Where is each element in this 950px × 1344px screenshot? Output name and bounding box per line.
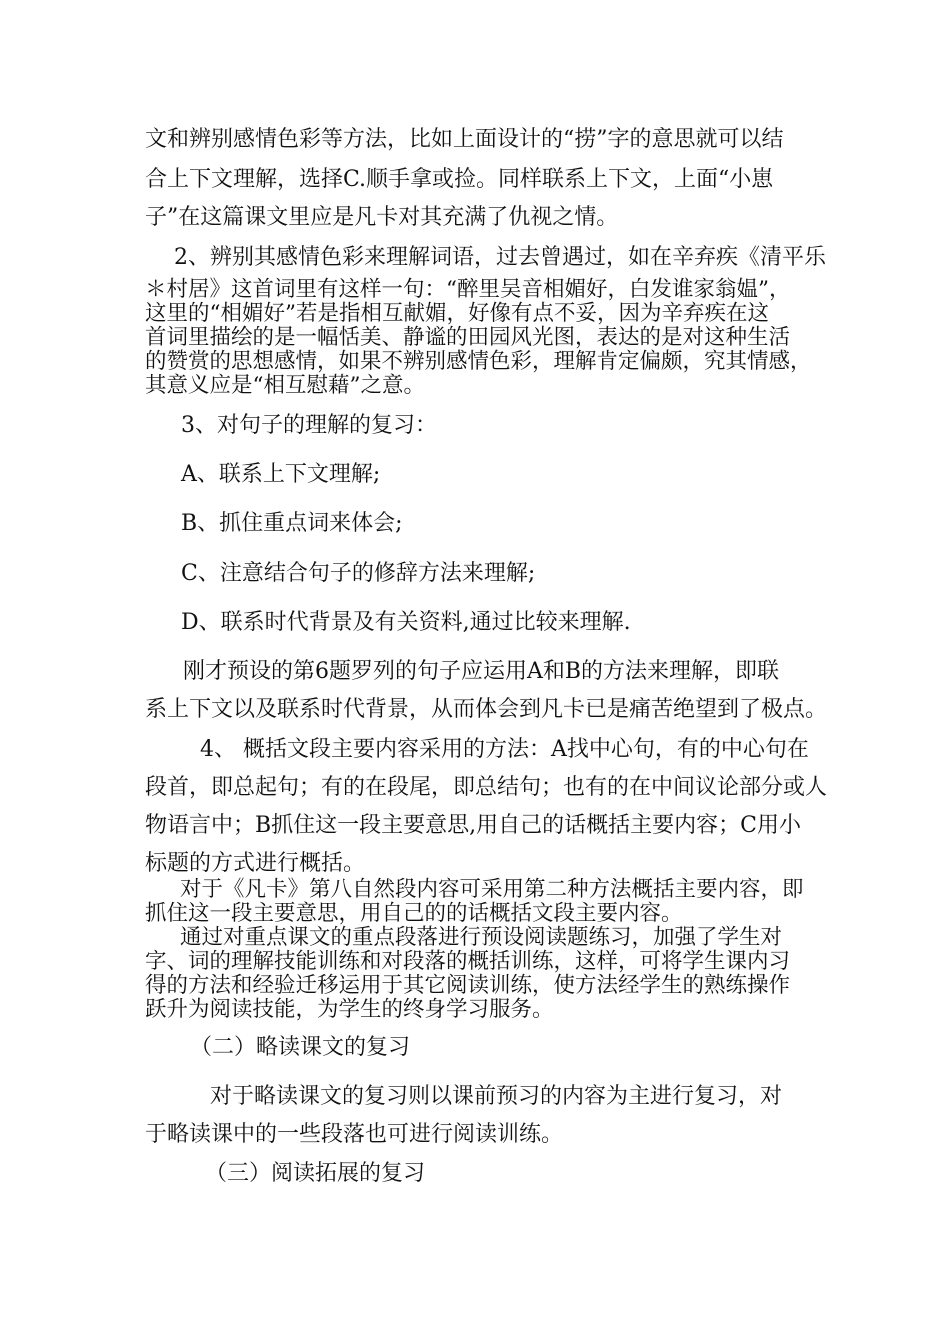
text-line: 通过对重点课文的重点段落进行预设阅读题练习，加强了学生对 <box>180 925 783 950</box>
text-line: C、注意结合句子的修辞方法来理解; <box>181 561 536 586</box>
text-line: 对于略读课文的复习则以课前预习的内容为主进行复习，对 <box>210 1084 783 1109</box>
text-line: 刚才预设的第6题罗列的句子应运用A和B的方法来理解，即联 <box>183 659 780 684</box>
section-heading: （二）略读课文的复习 <box>190 1035 411 1060</box>
text-line: 其意义应是“相互慰藉”之意。 <box>145 373 425 398</box>
text-line: B、抓住重点词来体会; <box>181 511 403 536</box>
text-line: 字、词的理解技能训练和对段落的概括训练，这样，可将学生课内习 <box>145 949 791 974</box>
text-line: 物语言中；B抓住这一段主要意思,用自己的话概括主要内容；C用小 <box>145 813 801 838</box>
text-line: ＊村居》这首词里有这样一句：“醉里吴音相媚好，白发谁家翁媪”， <box>145 277 791 302</box>
text-line: 子”在这篇课文里应是凡卡对其充满了仇视之情。 <box>145 205 619 230</box>
text-line: 对于《凡卡》第八自然段内容可采用第二种方法概括主要内容，即 <box>180 877 804 902</box>
text-line: 得的方法和经验迁移运用于其它阅读训练，使方法经学生的熟练操作 <box>145 973 791 998</box>
text-line: A、联系上下文理解; <box>181 462 381 487</box>
text-line: 这里的“相媚好”若是指相互献媚，好像有点不妥，因为辛弃疾在这 <box>145 301 769 326</box>
section-heading: （三）阅读拓展的复习 <box>205 1161 426 1186</box>
text-line: 跃升为阅读技能，为学生的终身学习服务。 <box>145 997 554 1022</box>
text-line: 4、 概括文段主要内容采用的方法：A找中心句，有的中心句在 <box>200 737 809 762</box>
text-line: 标题的方式进行概括。 <box>145 851 366 876</box>
text-line: 于略读课中的一些段落也可进行阅读训练。 <box>145 1122 564 1147</box>
text-line: 抓住这一段主要意思，用自己的的话概括文段主要内容。 <box>145 901 683 926</box>
text-line: D、联系时代背景及有关资料,通过比较来理解. <box>181 610 631 635</box>
text-line: 合上下文理解，选择C.顺手拿或捡。同样联系上下文，上面“小崽 <box>145 167 774 192</box>
text-line: 文和辨别感情色彩等方法，比如上面设计的“捞”字的意思就可以结 <box>145 127 784 152</box>
text-line: 的赞赏的思想感情，如果不辨别感情色彩，理解肯定偏颇，究其情感， <box>145 349 812 374</box>
text-line: 2、辨别其感情色彩来理解词语，过去曾遇过，如在辛弃疾《清平乐 <box>174 245 826 270</box>
text-line: 段首，即总起句；有的在段尾，即总结句；也有的在中间议论部分或人 <box>145 775 828 800</box>
text-line: 系上下文以及联系时代背景，从而体会到凡卡已是痛苦绝望到了极点。 <box>145 697 828 722</box>
text-line: 3、对句子的理解的复习： <box>181 413 437 438</box>
text-line: 首词里描绘的是一幅恬美、静谧的田园风光图，表达的是对这种生活 <box>145 325 791 350</box>
